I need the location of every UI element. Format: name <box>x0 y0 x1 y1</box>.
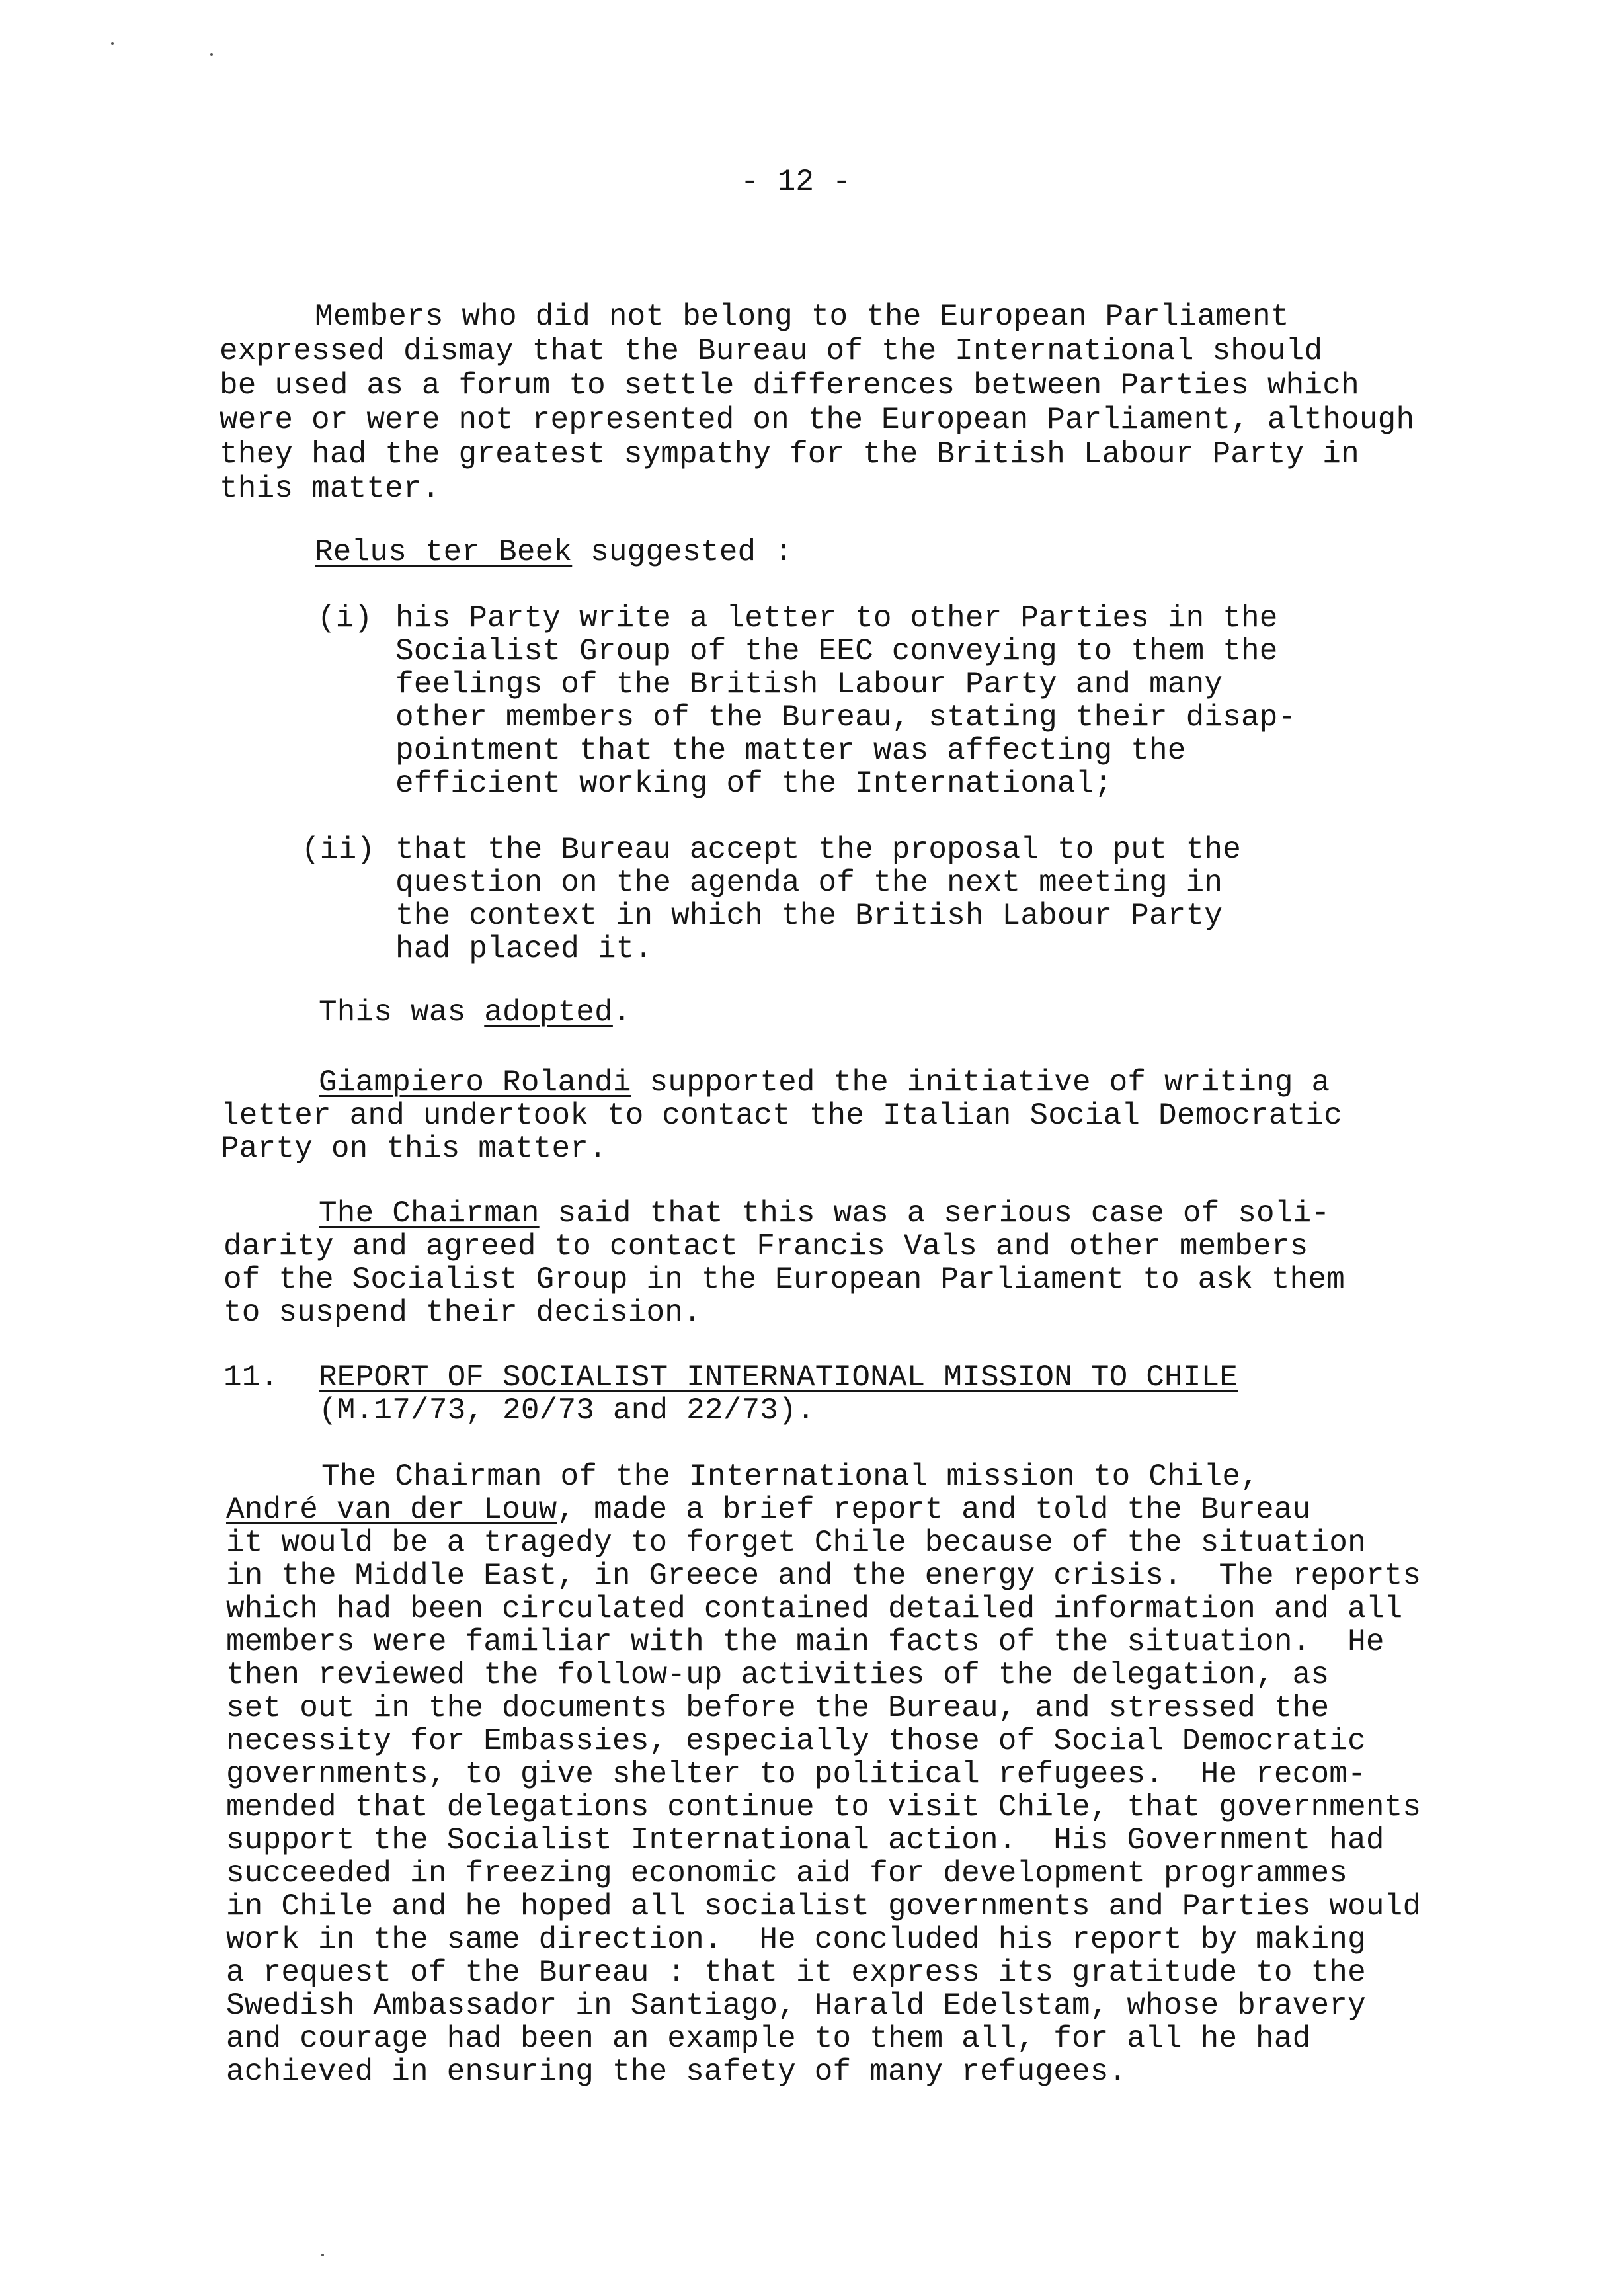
list-marker: (ii) <box>302 833 376 867</box>
scan-speck <box>210 53 213 56</box>
text-line: and courage had been an example to them all, for all he had <box>226 2022 1311 2056</box>
text-line: mended that delegations continue to visit Chile, that governments <box>226 1790 1422 1824</box>
section-references: (M.17/73, 20/73 and 22/73). <box>319 1393 815 1428</box>
text-line: his Party write a letter to other Parties in the <box>395 601 1278 636</box>
text-line: a request of the Bureau : that it express its gratitude to the <box>226 1955 1366 1990</box>
text-line: feelings of the British Labour Party and many <box>395 667 1223 702</box>
text-line: the context in which the British Labour Party <box>395 899 1223 933</box>
text-line: question on the agenda of the next meeting in <box>395 866 1223 900</box>
speaker-name: André van der Louw <box>226 1493 557 1527</box>
text-line: efficient working of the International; <box>395 766 1113 801</box>
scan-speck <box>111 42 114 45</box>
text-line: achieved in ensuring the safety of many refugees. <box>226 2055 1127 2089</box>
text-run: , made a brief report and told the Bureau <box>557 1493 1311 1527</box>
text-run: said that this was a serious case of soli- <box>539 1196 1330 1231</box>
page-number: - 12 - <box>741 165 851 199</box>
text-line: they had the greatest sympathy for the British Labour Party in <box>220 437 1359 472</box>
text-line: work in the same direction. He concluded his report by making <box>226 1922 1366 1957</box>
text-line: Party on this matter. <box>221 1131 607 1166</box>
section-number: 11. <box>223 1360 279 1395</box>
text-line: Members who did not belong to the European Parliament <box>315 300 1289 334</box>
text-line: The Chairman of the International mission to Chile, <box>321 1459 1260 1494</box>
text-line: to suspend their decision. <box>223 1295 702 1330</box>
text-line: necessity for Embassies, especially those of Social Democratic <box>226 1724 1366 1758</box>
text-line: other members of the Bureau, stating their disap- <box>395 700 1297 735</box>
text-run: suggested : <box>572 535 793 569</box>
text-line: governments, to give shelter to political refugees. He recom- <box>226 1757 1366 1791</box>
text-line: were or were not represented on the European Parliament, although <box>220 403 1415 437</box>
list-marker: (i) <box>317 601 373 636</box>
paragraph-ter-beek-suggested <box>315 534 793 570</box>
text-line: pointment that the matter was affecting the <box>395 733 1186 768</box>
text-run: This was <box>319 995 485 1030</box>
text-line: it would be a tragedy to forget Chile because of the situation <box>226 1526 1366 1560</box>
text-line <box>319 1196 1330 1231</box>
text-line: in Chile and he hoped all socialist governments and Parties would <box>226 1889 1422 1924</box>
text-line: support the Socialist International action. His Government had <box>226 1823 1385 1858</box>
speaker-name: Giampiero Rolandi <box>319 1065 631 1100</box>
text-line <box>226 1492 1310 1528</box>
adopted-line <box>319 995 631 1030</box>
text-run: . <box>612 995 631 1030</box>
text-line: expressed dismay that the Bureau of the International should <box>220 334 1323 368</box>
text-line: darity and agreed to contact Francis Vals and other members <box>223 1229 1308 1264</box>
text-line: which had been circulated contained detailed information and all <box>226 1592 1403 1626</box>
text-line: had placed it. <box>395 932 653 966</box>
text-line: in the Middle East, in Greece and the energy crisis. The reports <box>226 1559 1422 1593</box>
text-line: of the Socialist Group in the European Parliament to ask them <box>223 1262 1346 1297</box>
speaker-name: Relus ter Beek <box>315 535 573 569</box>
text-run: supported the initiative of writing a <box>631 1065 1330 1100</box>
text-line: members were familiar with the main facts of the situation. He <box>226 1625 1385 1659</box>
text-line: that the Bureau accept the proposal to put the <box>395 833 1242 867</box>
text-line <box>319 1065 1330 1100</box>
text-line: succeeded in freezing economic aid for development programmes <box>226 1856 1348 1891</box>
section-title: REPORT OF SOCIALIST INTERNATIONAL MISSION TO CHILE <box>319 1360 1238 1395</box>
text-line: be used as a forum to settle differences between Parties which <box>220 368 1359 403</box>
text-line: Socialist Group of the EEC conveying to them the <box>395 634 1278 669</box>
text-line: Swedish Ambassador in Santiago, Harald Edelstam, whose bravery <box>226 1988 1366 2023</box>
scan-speck <box>321 2254 324 2256</box>
text-line: then reviewed the follow-up activities of the delegation, as <box>226 1658 1330 1692</box>
adopted-word: adopted <box>484 995 613 1030</box>
text-line: this matter. <box>220 472 440 506</box>
text-line: letter and undertook to contact the Italian Social Democratic <box>221 1098 1343 1133</box>
speaker-name: The Chairman <box>319 1196 540 1231</box>
text-line: set out in the documents before the Bureau, and stressed the <box>226 1691 1330 1725</box>
